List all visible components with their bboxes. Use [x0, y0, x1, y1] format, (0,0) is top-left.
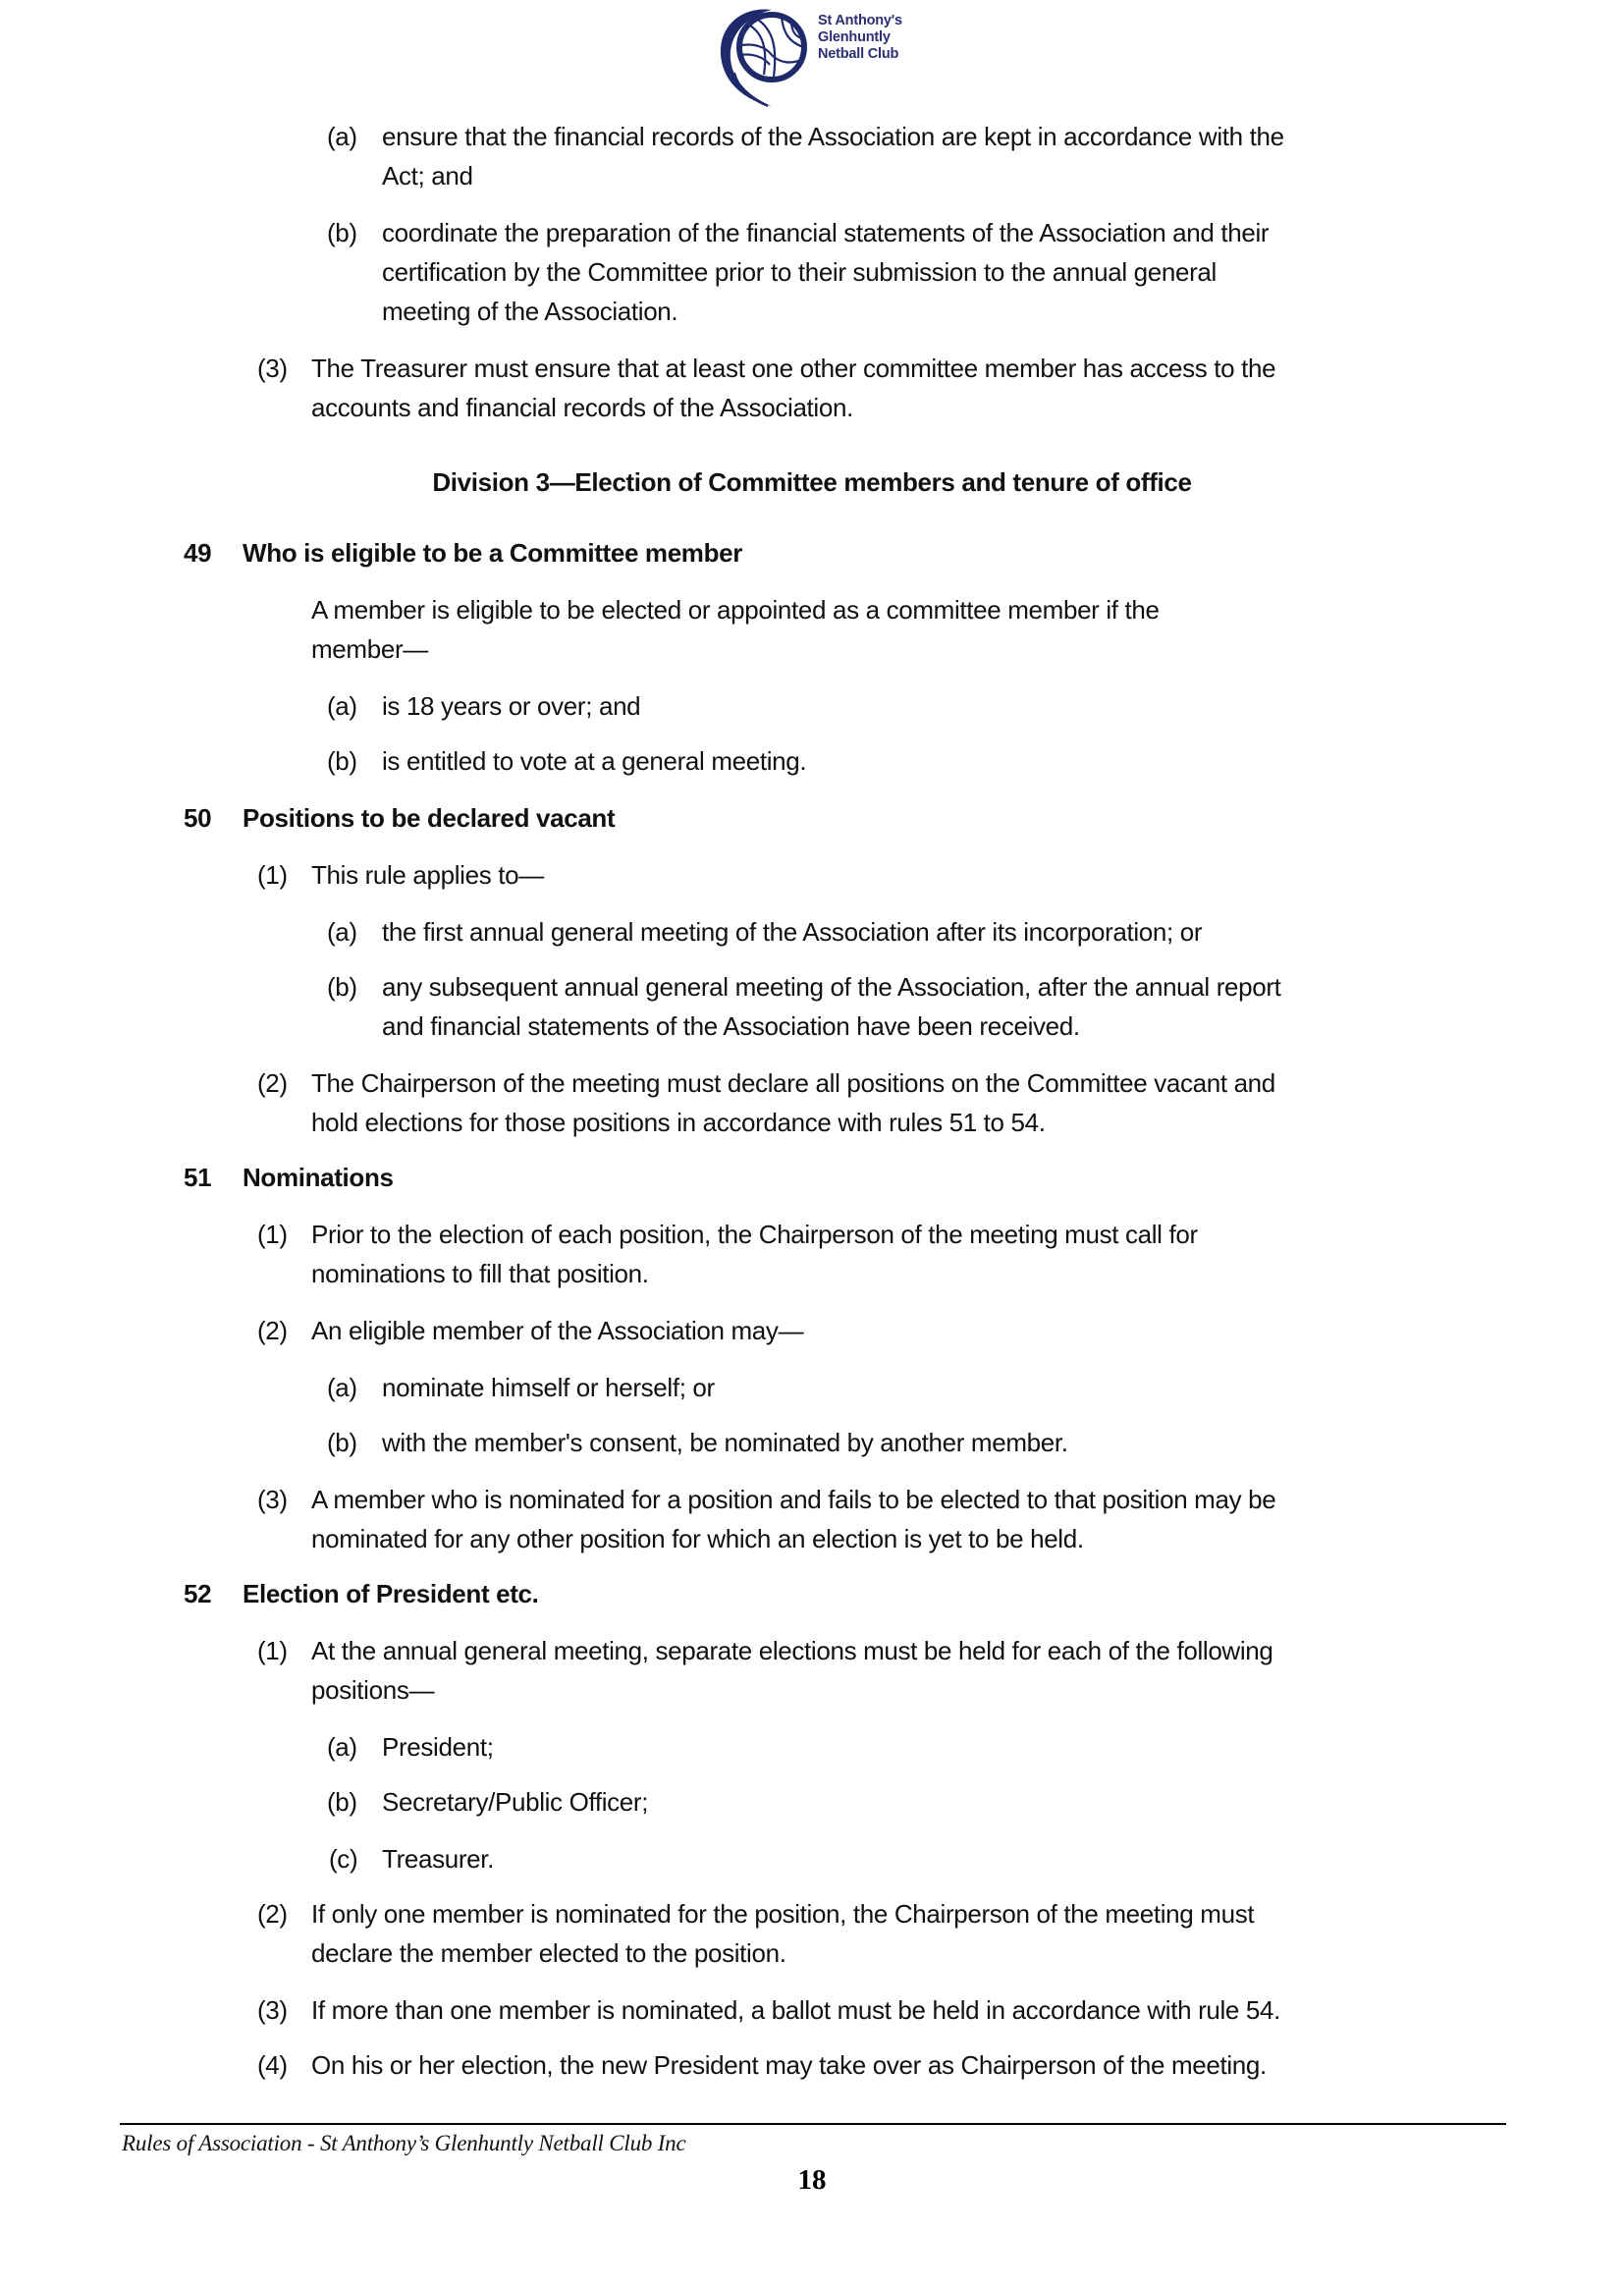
item-text: President; — [382, 1732, 494, 1762]
subrule-text: At the annual general meeting, separate elections must be held for each of the following — [311, 1636, 1273, 1665]
subrule-label: (3) — [257, 1995, 288, 2025]
subrule-label: (2) — [257, 1899, 288, 1929]
rule-number: 50 — [184, 803, 212, 833]
club-logo — [713, 4, 919, 110]
subrule-text: Prior to the election of each position, the Chairperson of the meeting must call for — [311, 1220, 1198, 1249]
item-label: (a) — [327, 1373, 357, 1402]
subrule-text: accounts and financial records of the Association. — [311, 393, 853, 422]
item-label: (a) — [327, 1732, 357, 1762]
item-text: meeting of the Association. — [382, 297, 678, 326]
item-text: any subsequent annual general meeting of the Association, after the annual report — [382, 972, 1281, 1002]
item-text: and financial statements of the Association have been received. — [382, 1011, 1080, 1041]
rule-intro: member— — [311, 634, 428, 664]
item-label: (b) — [327, 218, 357, 247]
item-text: nominate himself or herself; or — [382, 1373, 715, 1402]
club-name-line-1: St Anthony's — [818, 13, 902, 28]
subrule-text: The Treasurer must ensure that at least one other committee member has access to the — [311, 354, 1276, 383]
item-label: (b) — [327, 972, 357, 1002]
rule-number: 52 — [184, 1579, 212, 1608]
subrule-label: (1) — [257, 1220, 288, 1249]
item-label: (a) — [327, 691, 357, 721]
subrule-text: An eligible member of the Association may— — [311, 1316, 804, 1345]
subrule-text: The Chairperson of the meeting must declare all positions on the Committee vacant and — [311, 1068, 1275, 1098]
rule-title: Election of President etc. — [243, 1579, 539, 1608]
rule-title: Who is eligible to be a Committee member — [243, 538, 742, 568]
rule-title: Nominations — [243, 1163, 394, 1192]
club-name-line-2: Glenhuntly — [818, 29, 891, 45]
subrule-label: (1) — [257, 860, 288, 890]
item-text: ensure that the financial records of the Association are kept in accordance with the — [382, 122, 1284, 151]
subrule-label: (2) — [257, 1068, 288, 1098]
item-text: is entitled to vote at a general meeting. — [382, 746, 807, 776]
subrule-text: declare the member elected to the position. — [311, 1938, 786, 1968]
item-text: with the member's consent, be nominated by another member. — [382, 1428, 1068, 1457]
subrule-text: nominations to fill that position. — [311, 1259, 649, 1288]
subrule-text: nominated for any other position for which an election is yet to be held. — [311, 1524, 1084, 1553]
item-text: is 18 years or over; and — [382, 691, 641, 721]
subrule-label: (1) — [257, 1636, 288, 1665]
subrule-label: (3) — [257, 1485, 288, 1514]
subrule-label: (4) — [257, 2050, 288, 2080]
item-label: (a) — [327, 917, 357, 947]
rule-intro: A member is eligible to be elected or appointed as a committee member if the — [311, 595, 1160, 625]
subrule-text: If only one member is nominated for the position, the Chairperson of the meeting must — [311, 1899, 1255, 1929]
netball-icon — [713, 4, 811, 110]
subrule-text: A member who is nominated for a position and fails to be elected to that position may be — [311, 1485, 1276, 1514]
club-name-line-3: Netball Club — [818, 46, 899, 62]
item-text: Treasurer. — [382, 1844, 495, 1874]
rule-number: 51 — [184, 1163, 212, 1192]
rule-number: 49 — [184, 538, 212, 568]
item-label: (b) — [327, 1428, 357, 1457]
subrule-text: hold elections for those positions in accordance with rules 51 to 54. — [311, 1108, 1046, 1137]
division-heading: Division 3—Election of Committee members and tenure of office — [432, 467, 1192, 497]
item-label: (c) — [329, 1844, 358, 1874]
subrule-text: On his or her election, the new President may take over as Chairperson of the meeting. — [311, 2050, 1267, 2080]
item-text: Act; and — [382, 161, 473, 190]
item-text: Secretary/Public Officer; — [382, 1787, 649, 1817]
club-name — [818, 13, 902, 63]
subrule-text: If more than one member is nominated, a ballot must be held in accordance with rule 54. — [311, 1995, 1280, 2025]
subrule-label: (3) — [257, 354, 288, 383]
item-label: (a) — [327, 122, 357, 151]
rule-title: Positions to be declared vacant — [243, 803, 616, 833]
item-text: coordinate the preparation of the financial statements of the Association and their — [382, 218, 1270, 247]
item-label: (b) — [327, 746, 357, 776]
footer-divider — [120, 2123, 1506, 2125]
item-text: certification by the Committee prior to their submission to the annual general — [382, 257, 1217, 287]
footer-document-title: Rules of Association - St Anthony’s Glenhuntly Netball Club Inc — [122, 2131, 686, 2155]
item-text: the first annual general meeting of the Association after its incorporation; or — [382, 917, 1203, 947]
page-number: 18 — [797, 2164, 827, 2196]
subrule-label: (2) — [257, 1316, 288, 1345]
subrule-text: This rule applies to— — [311, 860, 544, 890]
subrule-text: positions— — [311, 1675, 435, 1705]
item-label: (b) — [327, 1787, 357, 1817]
